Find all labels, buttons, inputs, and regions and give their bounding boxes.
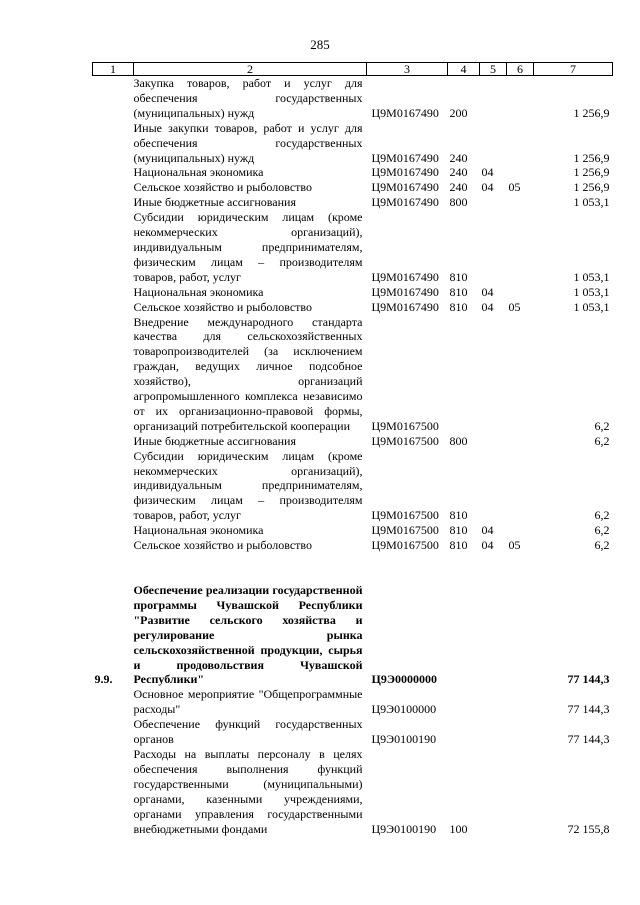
row-section (480, 717, 507, 747)
row-subsection (507, 449, 534, 524)
table-row (93, 180, 613, 195)
row-section (480, 195, 507, 210)
row-section (480, 687, 507, 717)
header-col-3: 3 (367, 63, 448, 76)
row-number (93, 210, 134, 285)
row-subsection: 05 (508, 299, 521, 314)
row-subsection (507, 687, 534, 717)
row-number (93, 523, 134, 538)
row-amount: 1 053,1 (573, 269, 610, 284)
row-section (480, 210, 507, 285)
row-target-code: Ц9Э0100000 (371, 702, 437, 717)
row-expense-type: 240 (449, 150, 468, 165)
row-number (93, 449, 134, 524)
row-amount: 77 144,3 (567, 672, 610, 687)
row-subsection: 05 (508, 538, 521, 553)
row-name: Обеспечение реализации государственной программы Чувашской Республики "Развитие сельского хозяйства и регулирование рынка сельскохозяйственной продукции, сырья и продовольствия Чувашской Республики" (133, 583, 363, 687)
row-number (93, 180, 134, 195)
row-target-code: Ц9М0167500 (371, 538, 439, 553)
budget-table (92, 62, 613, 836)
row-expense-type: 200 (449, 105, 468, 120)
row-amount: 1 053,1 (573, 284, 610, 299)
row-section (480, 315, 507, 434)
row-section (480, 76, 507, 121)
table-row (93, 747, 613, 836)
row-target-code: Ц9М0167500 (371, 418, 439, 433)
table-row (93, 687, 613, 717)
row-name: Внедрение международного стандарта качества для сельскохозяйственных товаропроизводителей (за исключением граждан, ведущих личное подсобное хозяйство), организаций агропромышленного комплекса независимо от их организационно-правовой формы, организаций потребительской кооперации (133, 314, 363, 433)
row-target-code: Ц9М0167490 (371, 105, 439, 120)
row-name: Национальная экономика (133, 165, 264, 180)
row-expense-type: 800 (449, 433, 468, 448)
header-col-1: 1 (93, 63, 134, 76)
row-number (93, 315, 134, 434)
table-row (93, 285, 613, 300)
row-amount: 77 144,3 (567, 732, 610, 747)
row-subsection (507, 165, 534, 180)
row-amount: 72 155,8 (567, 821, 610, 836)
table-header (93, 63, 613, 76)
row-target-code: Ц9М0167500 (371, 508, 439, 523)
row-amount: 1 256,9 (573, 150, 610, 165)
row-target-code: Ц9М0167490 (371, 299, 439, 314)
table-row (93, 717, 613, 747)
row-section: 04 (481, 284, 494, 299)
row-number (93, 165, 134, 180)
row-target-code: Ц9М0167490 (371, 180, 439, 195)
row-target-code: Ц9М0167490 (371, 284, 439, 299)
row-number (93, 76, 134, 121)
table-body (93, 76, 613, 837)
row-subsection (507, 76, 534, 121)
row-expense-type: 240 (449, 165, 468, 180)
row-name: Обеспечение функций государственных органов (133, 717, 363, 747)
row-expense-type (448, 717, 480, 747)
row-amount: 6,2 (594, 418, 610, 433)
row-name: Субсидии юридическим лицам (кроме некоммерческих организаций), индивидуальным предпринимателям, физическим лицам – производителям товаров, работ, услуг (133, 448, 363, 523)
header-col-7: 7 (534, 63, 613, 76)
row-name: Сельское хозяйство и рыболовство (133, 180, 313, 195)
row-number (93, 121, 134, 166)
table-row (93, 300, 613, 315)
table-row (93, 121, 613, 166)
row-name: Иные закупки товаров, работ и услуг для обеспечения государственных (муниципальных) нужд (133, 120, 363, 165)
table-spacer-row (93, 553, 613, 583)
row-amount: 1 053,1 (573, 299, 610, 314)
row-subsection (507, 717, 534, 747)
row-subsection (507, 195, 534, 210)
row-name: Национальная экономика (133, 523, 264, 538)
table-row (93, 210, 613, 285)
row-number (93, 285, 134, 300)
row-name: Иные бюджетные ассигнования (133, 433, 296, 448)
row-expense-type: 810 (449, 508, 468, 523)
header-col-2: 2 (134, 63, 367, 76)
row-amount: 6,2 (594, 508, 610, 523)
row-target-code: Ц9М0167490 (371, 269, 439, 284)
header-row (93, 63, 613, 76)
row-section (480, 583, 507, 687)
row-expense-type: 810 (449, 284, 468, 299)
row-amount: 6,2 (594, 538, 610, 553)
table-row (93, 538, 613, 553)
row-name: Основное мероприятие "Общепрограммные расходы" (133, 687, 363, 717)
row-section (480, 434, 507, 449)
row-number (93, 195, 134, 210)
row-target-code: Ц9Э0000000 (371, 672, 437, 687)
row-expense-type: 810 (449, 269, 468, 284)
row-expense-type: 810 (449, 523, 468, 538)
row-number: 9.9. (94, 672, 113, 687)
header-col-5: 5 (480, 63, 507, 76)
row-section (480, 121, 507, 166)
row-name: Сельское хозяйство и рыболовство (133, 538, 313, 553)
row-target-code: Ц9М0167500 (371, 433, 439, 448)
table-row (93, 165, 613, 180)
row-expense-type: 800 (449, 195, 468, 210)
row-name: Иные бюджетные ассигнования (133, 195, 296, 210)
row-number (93, 300, 134, 315)
table-row (93, 449, 613, 524)
row-section (480, 449, 507, 524)
row-name: Субсидии юридическим лицам (кроме некоммерческих организаций), индивидуальным предпринимателям, физическим лицам – производителям товаров, работ, услуг (133, 210, 363, 284)
row-section: 04 (481, 180, 494, 195)
row-expense-type (448, 687, 480, 717)
header-col-6: 6 (507, 63, 534, 76)
row-target-code: Ц9М0167490 (371, 195, 439, 210)
table-row (93, 434, 613, 449)
table-row (93, 76, 613, 121)
row-expense-type: 240 (449, 180, 468, 195)
row-subsection (507, 285, 534, 300)
row-number (93, 687, 134, 717)
row-target-code: Ц9М0167490 (371, 150, 439, 165)
row-subsection: 05 (508, 180, 521, 195)
row-subsection (507, 315, 534, 434)
row-name: Сельское хозяйство и рыболовство (133, 299, 313, 314)
row-amount: 1 256,9 (573, 165, 610, 180)
row-target-code: Ц9Э0100190 (371, 821, 437, 836)
row-amount: 77 144,3 (567, 702, 610, 717)
row-subsection (507, 523, 534, 538)
row-subsection (507, 121, 534, 166)
row-name: Расходы на выплаты персоналу в целях обеспечения выполнения функций государственными (муниципальными) органами, казенными учреждениями, органами управления государственными внебюджетными фондами (133, 746, 363, 836)
row-section: 04 (481, 299, 494, 314)
row-expense-type (448, 583, 480, 687)
row-section: 04 (481, 538, 494, 553)
row-expense-type: 810 (449, 538, 468, 553)
table-row (93, 315, 613, 434)
table-row (93, 523, 613, 538)
row-number (93, 717, 134, 747)
row-target-code: Ц9М0167490 (371, 165, 439, 180)
row-number (93, 747, 134, 836)
table-row (93, 195, 613, 210)
row-expense-type: 810 (449, 299, 468, 314)
row-amount: 1 053,1 (573, 195, 610, 210)
row-target-code: Ц9М0167500 (371, 523, 439, 538)
row-expense-type (448, 315, 480, 434)
row-target-code: Ц9Э0100190 (371, 732, 437, 747)
row-name: Закупка товаров, работ и услуг для обеспечения государственных (муниципальных) нужд (133, 76, 363, 120)
row-section: 04 (481, 165, 494, 180)
row-amount: 6,2 (594, 523, 610, 538)
row-amount: 1 256,9 (573, 105, 610, 120)
header-col-4: 4 (448, 63, 480, 76)
row-subsection (507, 583, 534, 687)
row-section: 04 (481, 523, 494, 538)
row-expense-type: 100 (449, 821, 468, 836)
row-amount: 1 256,9 (573, 180, 610, 195)
row-section (480, 747, 507, 836)
row-subsection (507, 747, 534, 836)
row-amount: 6,2 (594, 433, 610, 448)
row-name: Национальная экономика (133, 284, 264, 299)
row-number (93, 434, 134, 449)
row-subsection (507, 434, 534, 449)
row-number (93, 538, 134, 553)
row-subsection (507, 210, 534, 285)
spacer-cell (93, 553, 613, 583)
table-row (93, 583, 613, 687)
page-number: 285 (310, 37, 330, 52)
